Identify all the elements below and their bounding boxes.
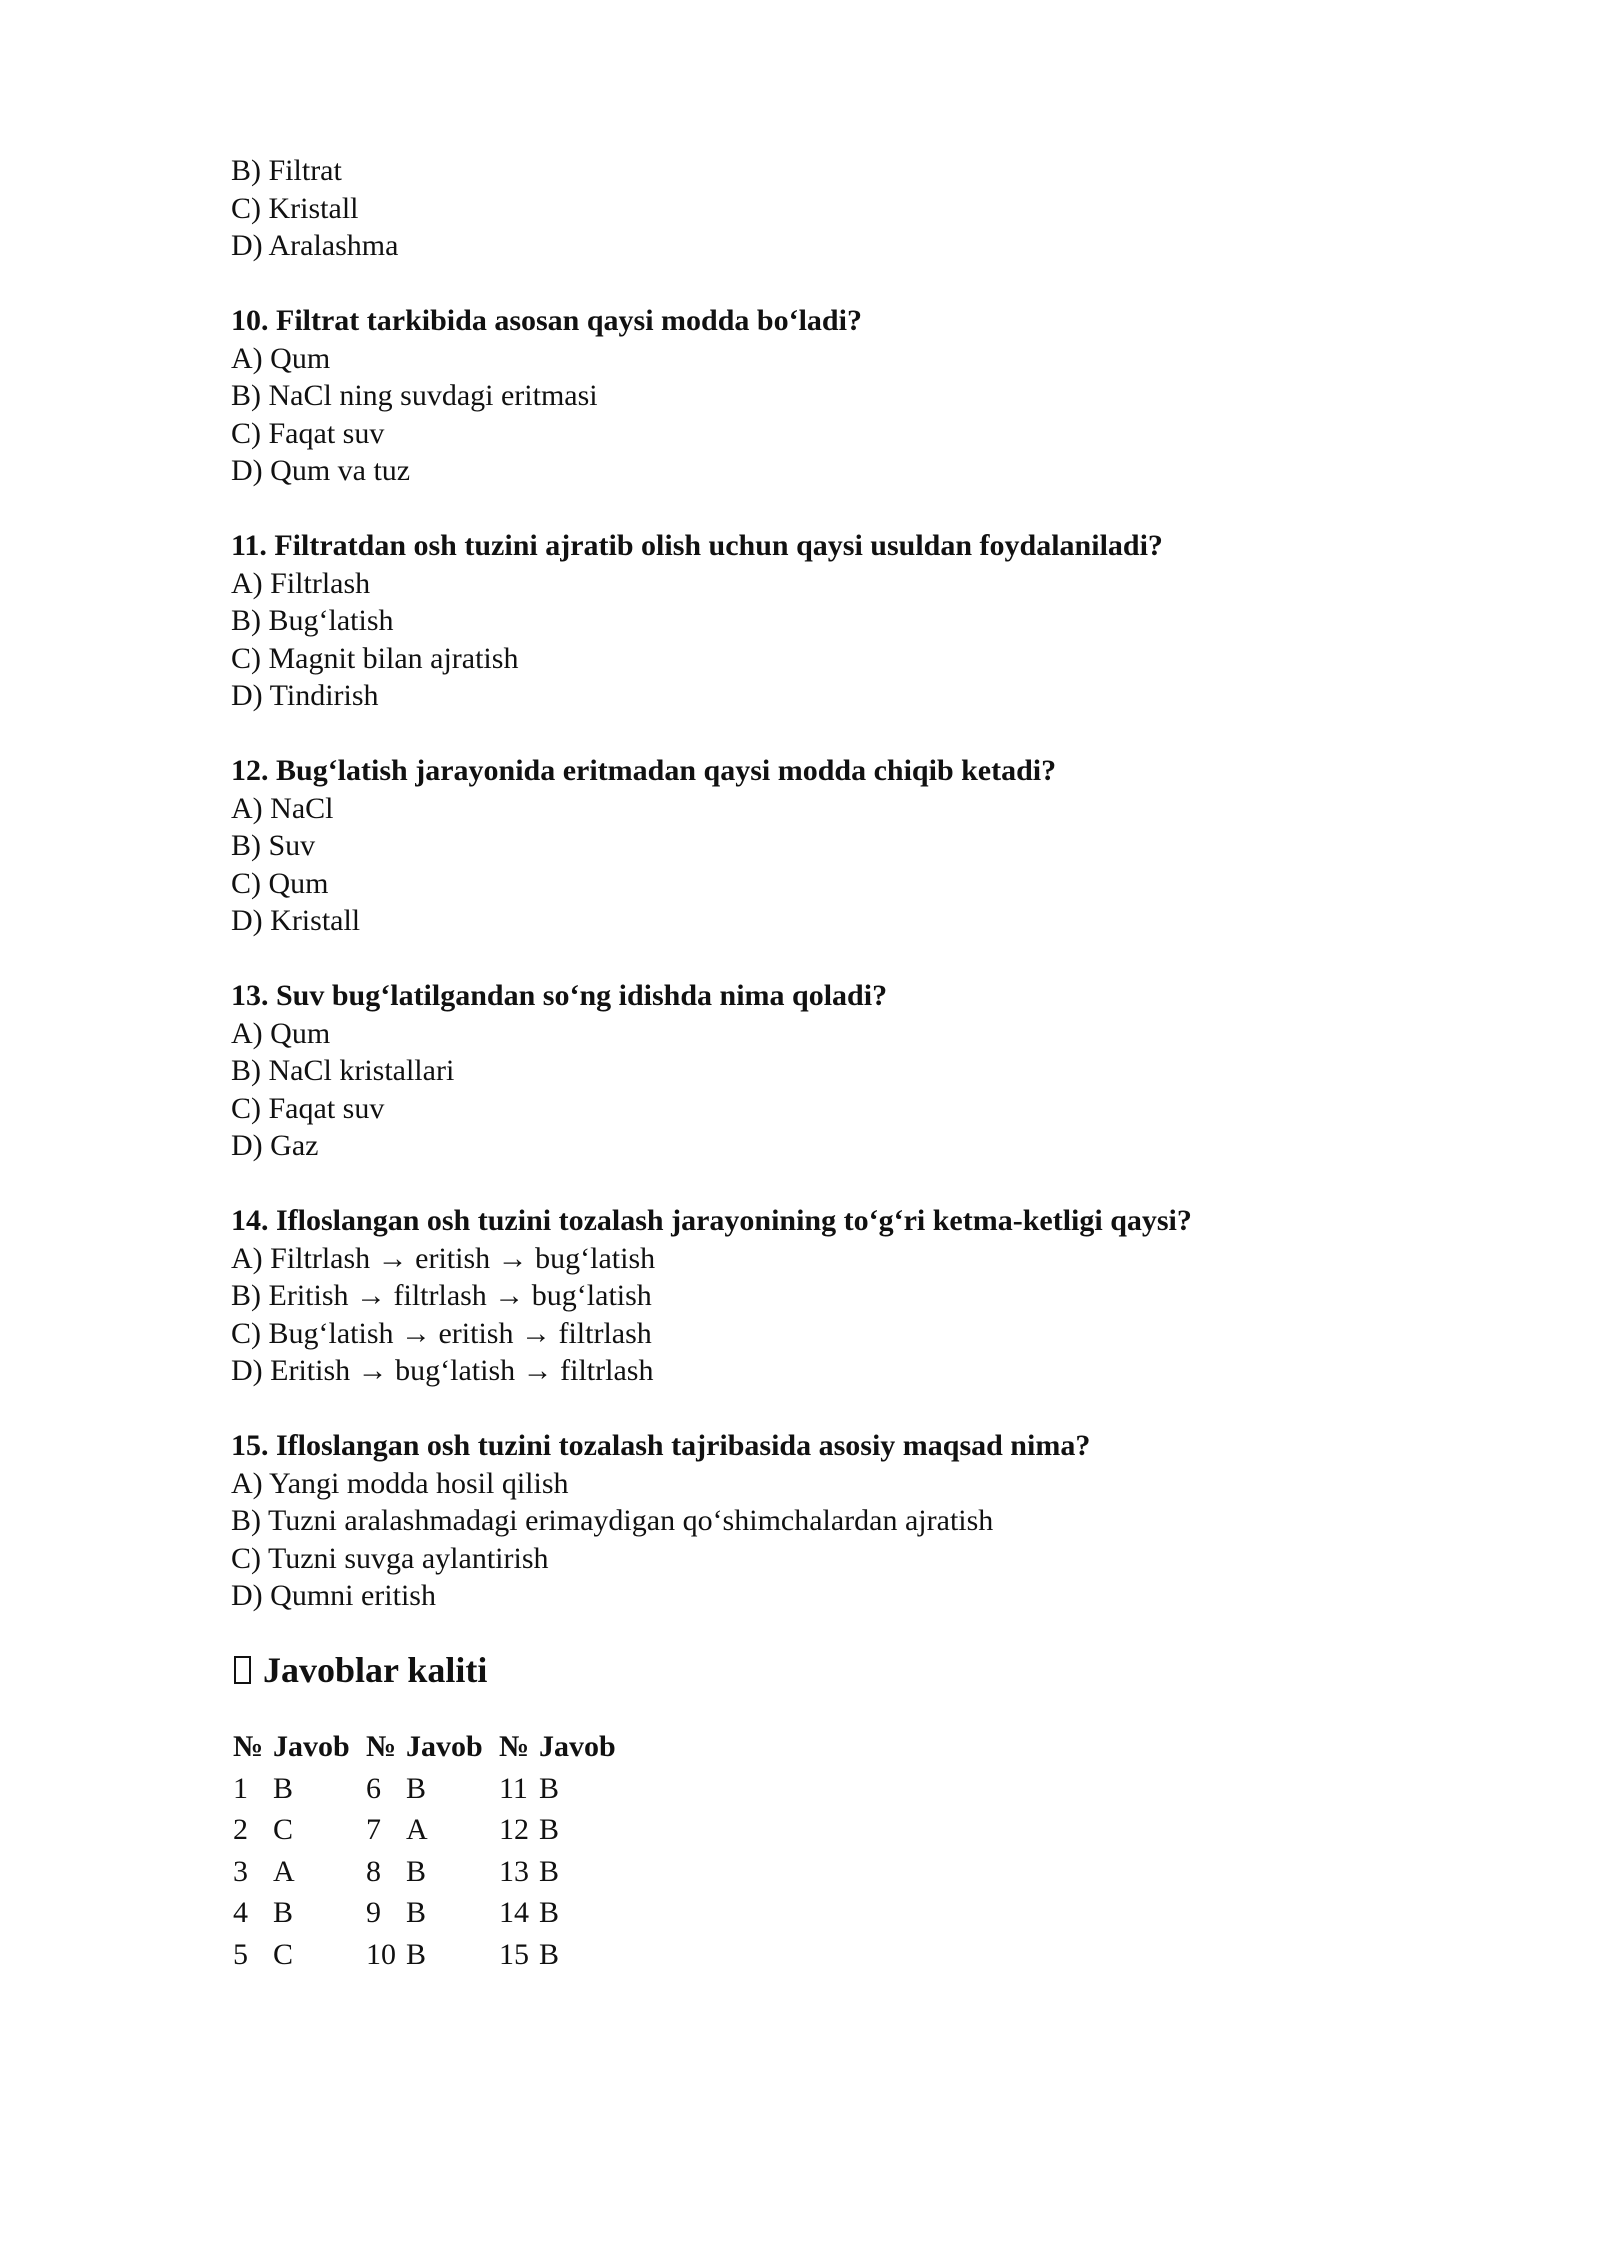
option-line: D) Gaz xyxy=(231,1129,319,1162)
question-block-10 xyxy=(231,302,1411,490)
option-line: A) Filtrlash xyxy=(231,566,371,600)
option-line: C) Tuzni suvga aylantirish xyxy=(231,1541,549,1575)
option-line: D) Tindirish xyxy=(231,679,379,712)
table-cell: 8 xyxy=(366,1854,381,1888)
option-line: D) Qumni eritish xyxy=(231,1579,436,1612)
table-cell: 14 xyxy=(499,1896,529,1930)
column-header: Javob xyxy=(539,1730,616,1764)
question-text: 11. Filtratdan osh tuzini ajratib olish uchun qaysi usuldan foydalaniladi? xyxy=(231,529,1163,562)
table-cell: 12 xyxy=(499,1813,529,1847)
table-cell: B xyxy=(406,1896,427,1930)
option-line: C) Faqat suv xyxy=(231,1091,385,1125)
table-cell: 1 xyxy=(233,1771,248,1805)
answer-key-table xyxy=(233,1727,632,1976)
question-block-12 xyxy=(231,752,1411,940)
continued-options xyxy=(231,152,1411,265)
table-cell: B xyxy=(406,1771,427,1805)
question-text: 14. Ifloslangan osh tuzini tozalash jarayonining to‘g‘ri ketma-ketligi qaysi? xyxy=(231,1204,1192,1237)
table-cell: A xyxy=(273,1854,295,1888)
table-cell: A xyxy=(406,1813,428,1847)
option-line: B) NaCl kristallari xyxy=(231,1054,455,1087)
option-line: C) Kristall xyxy=(231,191,359,225)
table-cell: 15 xyxy=(499,1937,529,1971)
option-line: B) Tuzni aralashmadagi erimaydigan qo‘shimchalardan ajratish xyxy=(231,1504,994,1537)
option-line: D) Eritish → bug‘latish → filtrlash xyxy=(231,1354,654,1387)
question-text: 10. Filtrat tarkibida asosan qaysi modda bo‘ladi? xyxy=(231,304,862,337)
option-line: C) Magnit bilan ajratish xyxy=(231,641,519,675)
table-cell: C xyxy=(273,1813,294,1847)
table-cell: 3 xyxy=(233,1854,248,1888)
question-text: 12. Bug‘latish jarayonida eritmadan qaysi modda chiqib ketadi? xyxy=(231,754,1057,787)
missing-glyph-box-icon xyxy=(234,1656,251,1684)
table-cell: B xyxy=(539,1854,560,1888)
table-row xyxy=(233,1893,632,1935)
option-line: D) Qum va tuz xyxy=(231,454,411,487)
table-row xyxy=(233,1934,632,1976)
column-header: Javob xyxy=(406,1730,483,1764)
question-text: 15. Ifloslangan osh tuzini tozalash tajribasida asosiy maqsad nima? xyxy=(231,1429,1091,1462)
table-cell: 7 xyxy=(366,1813,381,1847)
column-header: Javob xyxy=(273,1730,350,1764)
table-cell: 2 xyxy=(233,1813,248,1847)
table-cell: B xyxy=(539,1813,560,1847)
document-page xyxy=(231,152,1411,1976)
table-cell: C xyxy=(273,1937,294,1971)
table-cell: 10 xyxy=(366,1937,396,1971)
column-header: № xyxy=(499,1730,530,1764)
table-row xyxy=(233,1768,632,1810)
answer-key-heading xyxy=(231,1645,1411,1695)
table-cell: B xyxy=(406,1854,427,1888)
option-line: B) Bug‘latish xyxy=(231,604,394,637)
option-line: C) Qum xyxy=(231,866,329,900)
column-header: № xyxy=(366,1730,397,1764)
question-block-13 xyxy=(231,977,1411,1165)
table-cell: 9 xyxy=(366,1896,381,1930)
question-text: 13. Suv bug‘latilgandan so‘ng idishda nima qoladi? xyxy=(231,979,888,1012)
answer-key-header-row xyxy=(233,1727,632,1769)
option-line: B) Suv xyxy=(231,829,316,862)
table-row xyxy=(233,1851,632,1893)
option-line: A) Qum xyxy=(231,1016,331,1050)
table-cell: B xyxy=(539,1771,560,1805)
table-cell: 11 xyxy=(499,1771,528,1805)
option-line: C) Faqat suv xyxy=(231,416,385,450)
question-block-15 xyxy=(231,1427,1411,1615)
table-cell: 6 xyxy=(366,1771,381,1805)
option-line: B) NaCl ning suvdagi eritmasi xyxy=(231,379,598,412)
table-cell: B xyxy=(406,1937,427,1971)
option-line: B) Eritish → filtrlash → bug‘latish xyxy=(231,1279,652,1312)
option-line: C) Bug‘latish → eritish → filtrlash xyxy=(231,1316,652,1350)
question-block-14 xyxy=(231,1202,1411,1390)
answer-key-title: Javoblar kaliti xyxy=(263,1649,488,1690)
option-line: D) Kristall xyxy=(231,904,361,937)
table-cell: B xyxy=(273,1896,294,1930)
table-row xyxy=(233,1810,632,1852)
table-cell: B xyxy=(539,1896,560,1930)
option-line: B) Filtrat xyxy=(231,154,342,187)
column-header: № xyxy=(233,1730,264,1764)
option-line: D) Aralashma xyxy=(231,229,399,262)
option-line: A) NaCl xyxy=(231,791,334,825)
option-line: A) Qum xyxy=(231,341,331,375)
table-cell: 5 xyxy=(233,1937,248,1971)
table-cell: 4 xyxy=(233,1896,248,1930)
option-line: A) Yangi modda hosil qilish xyxy=(231,1466,569,1500)
question-block-11 xyxy=(231,527,1411,715)
table-cell: B xyxy=(273,1771,294,1805)
table-cell: 13 xyxy=(499,1854,529,1888)
option-line: A) Filtrlash → eritish → bug‘latish xyxy=(231,1241,656,1275)
table-cell: B xyxy=(539,1937,560,1971)
